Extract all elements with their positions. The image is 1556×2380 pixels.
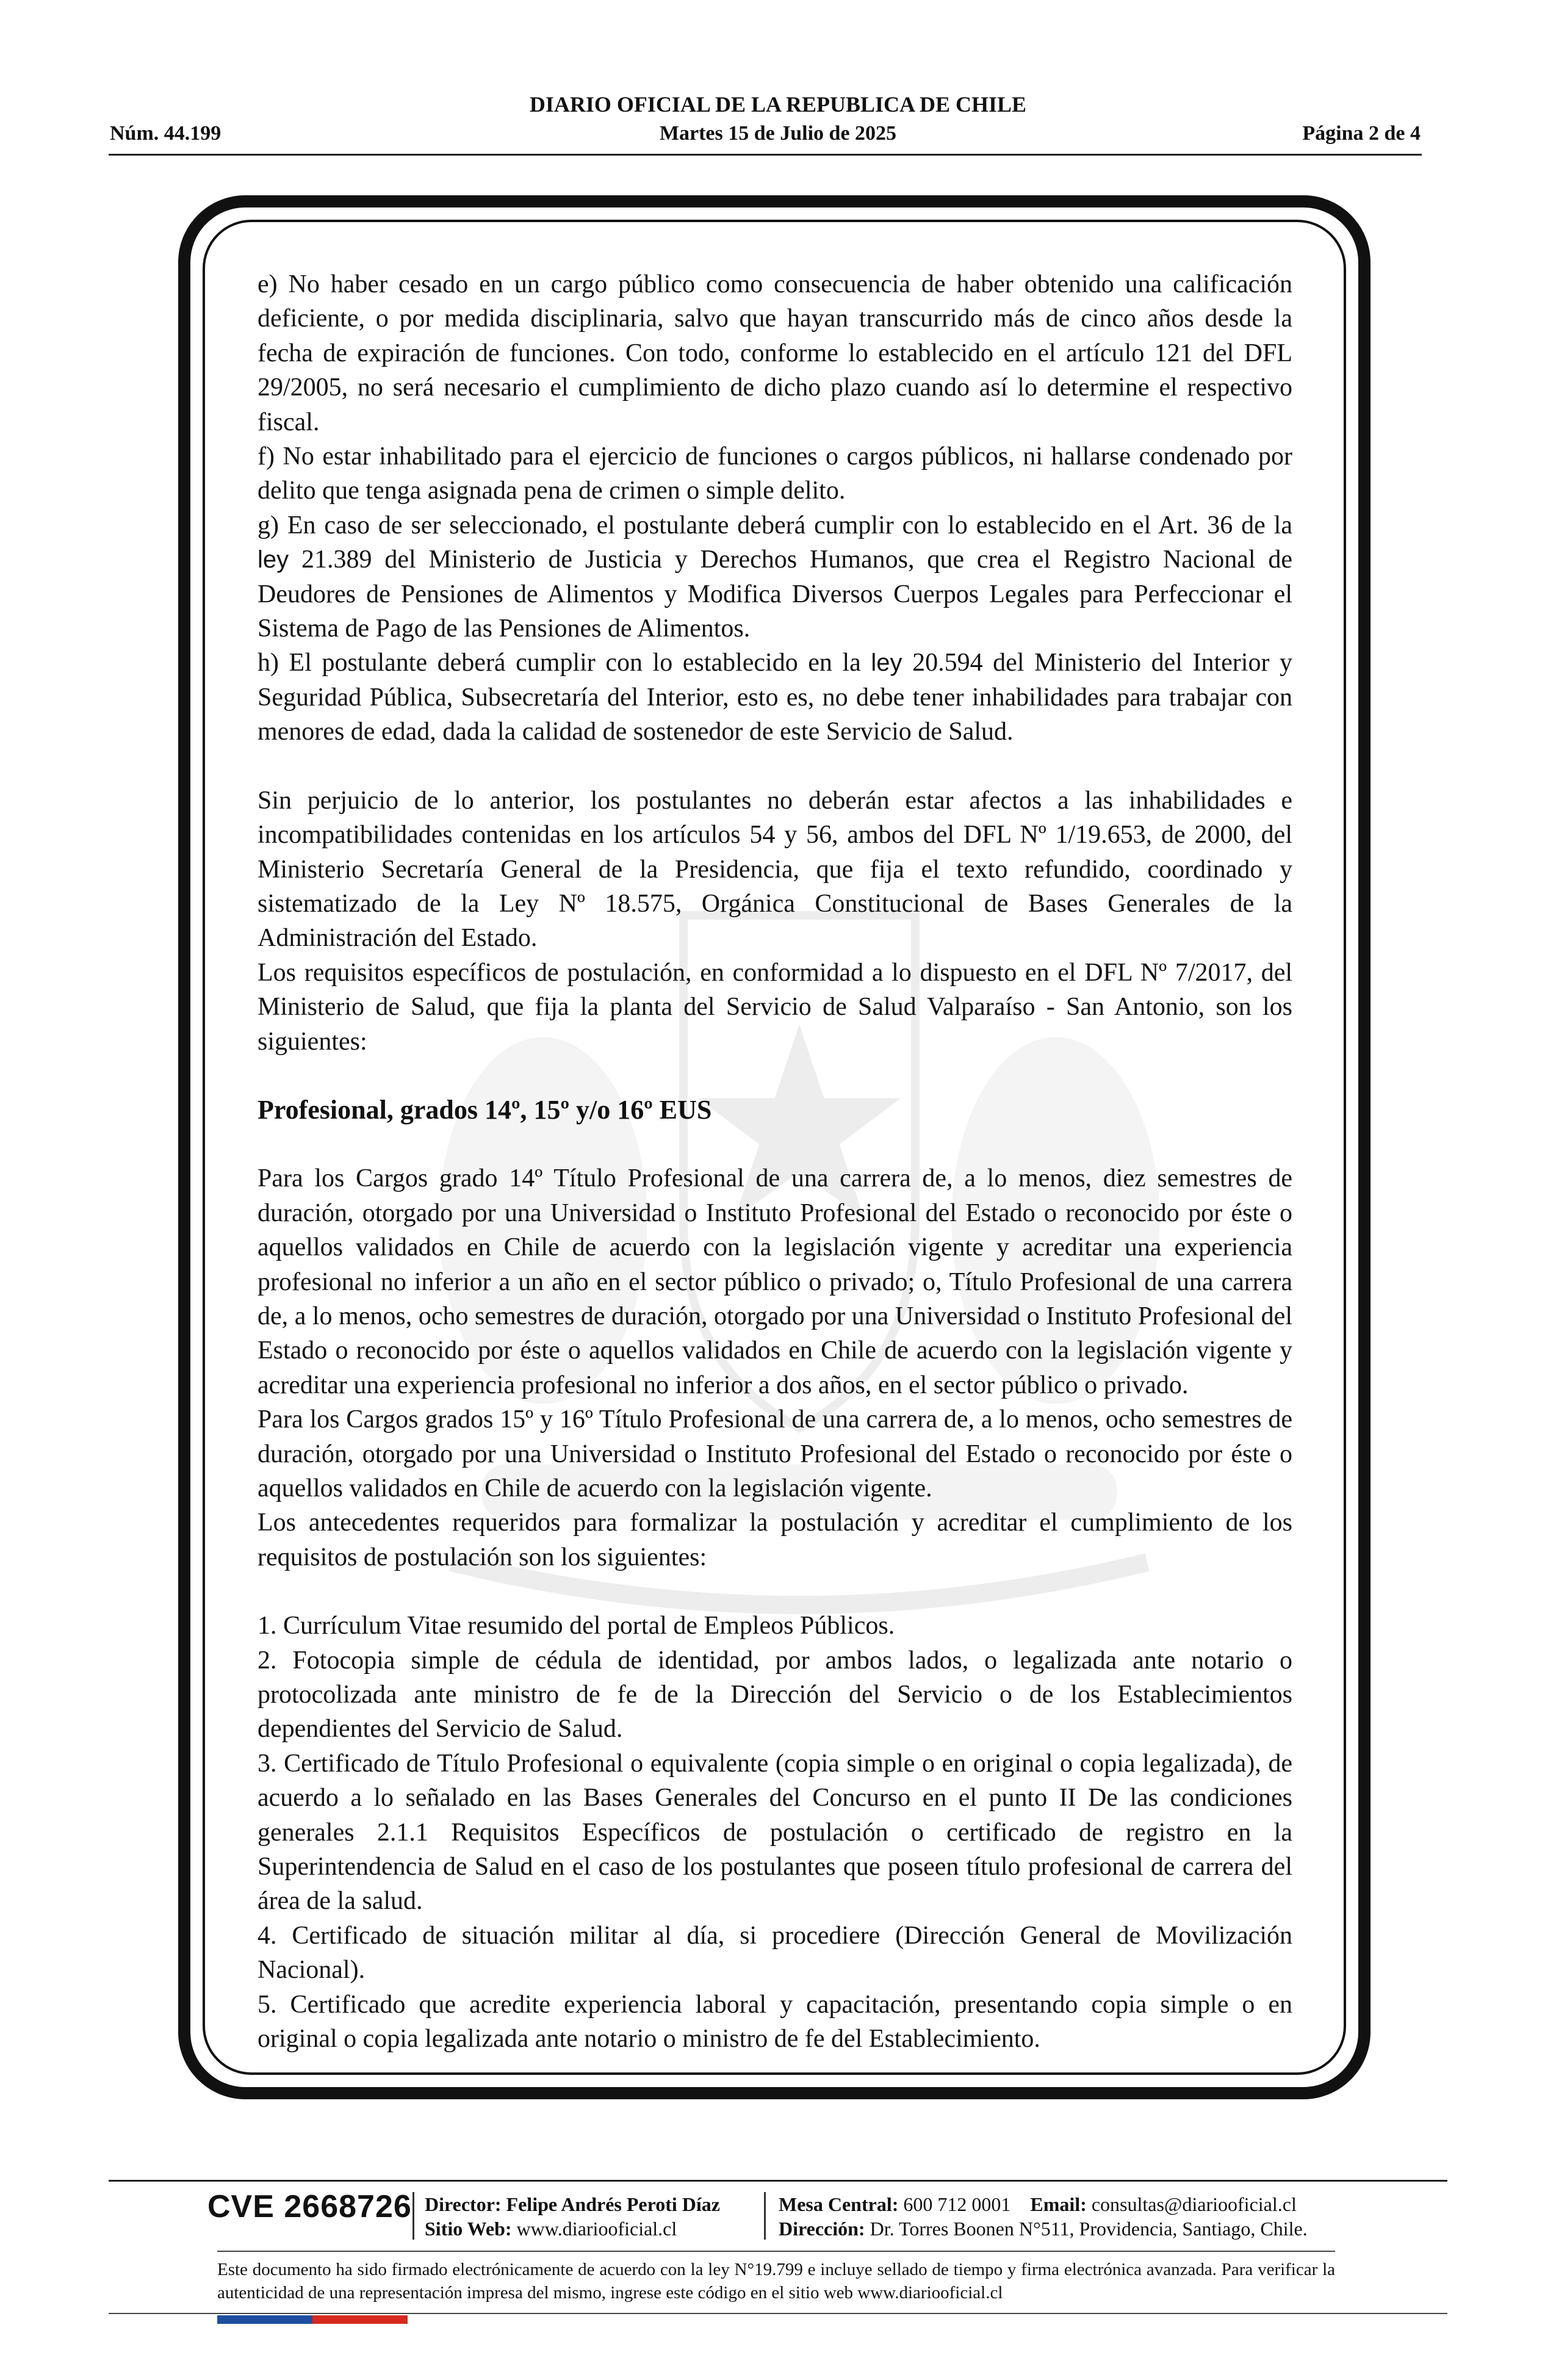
issue-number: Núm. 44.199 (110, 122, 222, 145)
flag-stripe-blue (217, 2315, 312, 2324)
list-item: 3. Certificado de Título Profesional o equivalente (copia simple o en original o copia legalizada), de acuerdo a lo señalado en las Bases Generales del Concurso en el punto II De las condiciones generales 2.1.1 Requisitos Específicos de postulación o certificado de registro en la Superintendencia de Salud en el caso de los postulantes que poseen título profesional de carrera del área de la salud. (258, 1749, 1292, 1916)
director-name: Felipe Andrés Peroti Díaz (506, 2193, 720, 2215)
mesa-label: Mesa Central: (779, 2193, 899, 2215)
list-item: 1. Currículum Vitae resumido del portal de Empleos Públicos. (258, 1612, 895, 1640)
flag-stripe-red (312, 2315, 408, 2324)
footer-bottom-divider (109, 2313, 1447, 2314)
publication-date: Martes 15 de Julio de 2025 (659, 122, 897, 145)
cve-code: CVE 2668726 (207, 2189, 412, 2224)
footer-separator (412, 2192, 414, 2240)
site-line (425, 2216, 720, 2241)
requirement-g (258, 508, 1292, 646)
requirement-h (258, 646, 1292, 749)
footer-director-block (425, 2192, 720, 2241)
address-label: Dirección: (779, 2218, 865, 2240)
list-item: 4. Certificado de situación militar al día, si procediere (Dirección General de Movilización Nacional). (258, 1921, 1292, 1985)
ley-word: ley (258, 546, 289, 574)
grade-15-16-requirements: Para los Cargos grados 15º y 16º Título Profesional de una carrera de, a lo menos, ocho semestres de duración, otorgado por una Universidad o Instituto Profesional del Estado o reconocido por éste o aquellos validados en Chile de acuerdo con la legislación vigente. (258, 1405, 1292, 1502)
requirement-f: f) No estar inhabilitado para el ejercicio de funciones o cargos públicos, ni hallarse condenado por delito que tenga asignada pena de crimen o simple delito. (258, 442, 1292, 505)
specific-requirements-intro: Los requisitos específicos de postulación, en conformidad a lo dispuesto en el DFL Nº 7/2017, del Ministerio de Salud, que fija la planta del Servicio de Salud Valparaíso - San Antonio, son los siguientes: (258, 958, 1292, 1056)
list-item: 2. Fotocopia simple de cédula de identidad, por ambos lados, o legalizada ante notario o protocolizada ante ministro de fe de la Dirección del Servicio o de los Establecimientos dependientes del Servicio de Salud. (258, 1646, 1292, 1744)
ley-word: ley (871, 649, 902, 677)
list-item: 5. Certificado que acredite experiencia laboral y capacitación, presentando copia simple o en original o copia legalizada ante notario o ministro de fe del Establecimiento. (258, 1990, 1292, 2054)
footer-top-divider (109, 2180, 1447, 2182)
footer-mid-divider (217, 2251, 1335, 2252)
footer-separator (764, 2192, 766, 2240)
document-body (258, 267, 1292, 2057)
requirement-h-text-b: 20.594 del Ministerio del Interior y Seguridad Pública, Subsecretaría del Interior, esto es, no debe tener inhabilidades para trabajar con menores de edad, dada la calidad de sostenedor de este Servicio de Salud. (258, 649, 1293, 746)
director-line (425, 2192, 720, 2216)
paragraph-gap (258, 1127, 1292, 1161)
paragraph-gap (258, 749, 1292, 784)
site-link[interactable]: www.diariooficial.cl (516, 2218, 677, 2240)
footer-contact-block (779, 2192, 1308, 2241)
paragraph-gap (258, 1574, 1292, 1609)
paragraph-gap (258, 1059, 1292, 1093)
header-divider (109, 154, 1422, 156)
address-value: Dr. Torres Boonen N°511, Providencia, Santiago, Chile. (870, 2218, 1308, 2240)
director-label: Director: (425, 2193, 502, 2215)
email-link[interactable]: consultas@diariooficial.cl (1091, 2193, 1297, 2215)
requirement-g-text-b: 21.389 del Ministerio de Justicia y Derechos Humanos, que crea el Registro Nacional de Deudores de Pensiones de Alimentos y Modifica Diversos Cuerpos Legales para Perfeccionar el Sistema de Pago de las Pensiones de Alimentos. (258, 546, 1293, 643)
section-subheading: Profesional, grados 14º, 15º y/o 16º EUS (258, 1094, 712, 1125)
requirement-e: e) No haber cesado en un cargo público como consecuencia de haber obtenido una calificación deficiente, o por medida disciplinaria, salvo que hayan transcurrido más de cinco años desde la fecha de expiración de funciones. Con todo, conforme lo establecido en el artículo 121 del DFL 29/2005, no será necesario el cumplimiento de dicho plazo cuando así lo determine el respectivo fiscal. (258, 270, 1292, 436)
requirement-g-text-a: g) En caso de ser seleccionado, el postulante deberá cumplir con lo establecido en el Art. 36 de la (258, 511, 1292, 539)
contact-line (779, 2192, 1308, 2216)
publication-title: DIARIO OFICIAL DE LA REPUBLICA DE CHILE (529, 92, 1027, 117)
mesa-value: 600 712 0001 (903, 2193, 1011, 2215)
documents-intro: Los antecedentes requeridos para formalizar la postulación y acreditar el cumplimiento de los requisitos de postulación son los siguientes: (258, 1509, 1292, 1571)
page-indicator: Página 2 de 4 (1302, 122, 1421, 145)
requirement-h-text-a: h) El postulante deberá cumplir con lo establecido en la (258, 649, 861, 677)
email-label: Email: (1030, 2193, 1087, 2215)
grade-14-requirements: Para los Cargos grado 14º Título Profesional de una carrera de, a lo menos, diez semestres de duración, otorgado por una Universidad o Instituto Profesional del Estado o reconocido por éste o aquellos validados en Chile de acuerdo con la legislación vigente y acreditar una experiencia profesional no inferior a un año en el sector público o privado; o, Título Profesional de una carrera de, a lo menos, ocho semestres de duración, otorgado por una Universidad o Instituto Profesional del Estado o reconocido por éste o aquellos validados en Chile de acuerdo con la legislación vigente y acreditar una experiencia profesional no inferior a dos años, en el sector público o privado. (258, 1164, 1292, 1399)
legal-note: Este documento ha sido firmado electrónicamente de acuerdo con la ley N°19.799 e incluye sellado de tiempo y firma electrónica avanzada. Para verificar la autenticidad de una representación impresa del mismo, ingrese este código en el sitio web www.diariooficial.cl (217, 2260, 1335, 2302)
incompatibilities-paragraph: Sin perjuicio de lo anterior, los postulantes no deberán estar afectos a las inhabilidades e incompatibilidades contenidas en los artículos 54 y 56, ambos del DFL Nº 1/19.653, de 2000, del Ministerio Secretaría General de la Presidencia, que fija el texto refundido, coordinado y sistematizado de la Ley Nº 18.575, Orgánica Constitucional de Bases Generales de la Administración del Estado. (258, 786, 1292, 953)
address-line (779, 2216, 1308, 2241)
site-label: Sitio Web: (425, 2218, 512, 2240)
